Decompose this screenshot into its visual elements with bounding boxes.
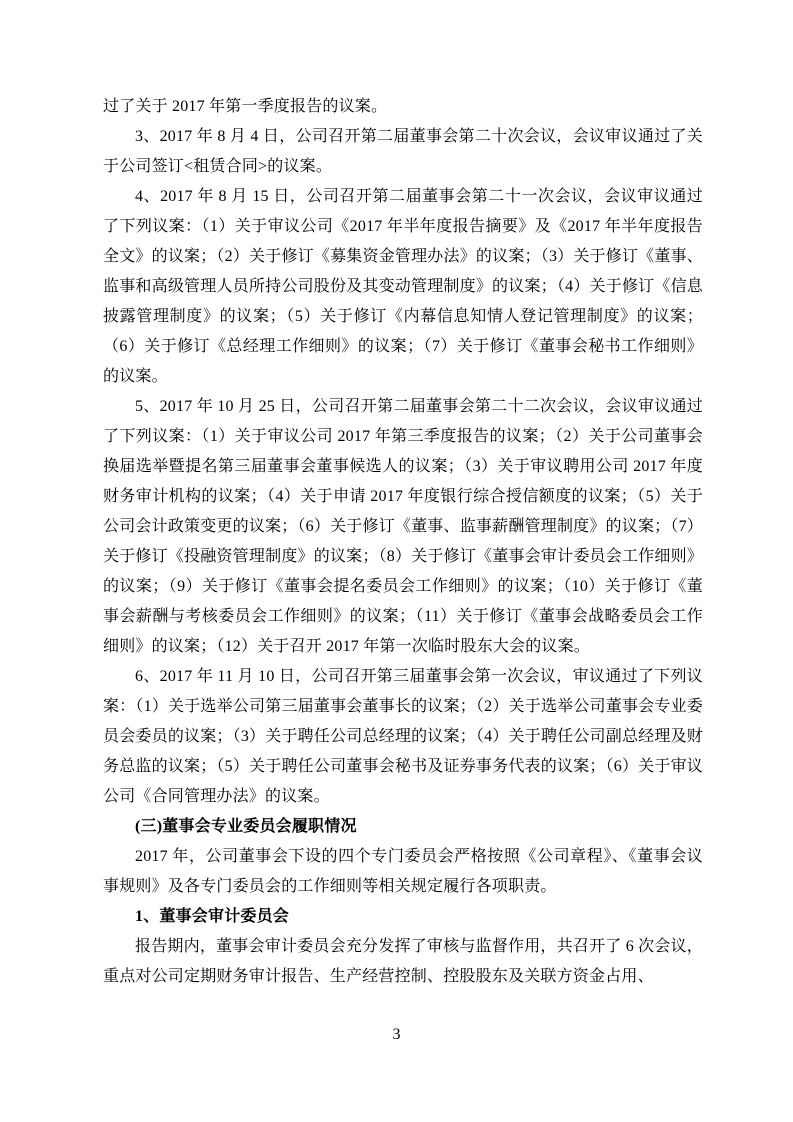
paragraph: 3、2017 年 8 月 4 日，公司召开第二届董事会第二十次会议，会议审议通过了关于公司签订<租赁合同>的议案。 bbox=[103, 128, 703, 175]
paragraph: 2017 年，公司董事会下设的四个专门委员会严格按照《公司章程》、《董事会议事规则》及各专门委员会的工作细则等相关规定履行各项职责。 bbox=[103, 848, 703, 895]
page-body-text bbox=[103, 92, 703, 992]
paragraph: 4、2017 年 8 月 15 日，公司召开第二届董事会第二十一次会议，会议审议通过了下列议案：（1）关于审议公司《2017 年半年度报告摘要》及《2017 年半年度报告全文》的议案；（2）关于修订《募集资金管理办法》的议案；（3）关于修订《董事、监事和高级管理人员所持公司股份及其变动管理制度》的议案；（4）关于修订《信息披露管理制度》的议案；（5）关于修订《内幕信息知情人登记管理制度》的议案；（6）关于修订《总经理工作细则》的议案；（7）关于修订《董事会秘书工作细则》的议案。 bbox=[103, 188, 703, 385]
page-number: 3 bbox=[392, 1026, 401, 1043]
paragraph: 报告期内，董事会审计委员会充分发挥了审核与监督作用，共召开了 6 次会议，重点对公司定期财务审计报告、生产经营控制、控股股东及关联方资金占用、 bbox=[103, 938, 703, 985]
paragraph: 6、2017 年 11 月 10 日，公司召开第三届董事会第一次会议，审议通过了下列议案：（1）关于选举公司第三届董事会董事长的议案；（2）关于选举公司董事会专业委员会委员的议案；（3）关于聘任公司总经理的议案；（4）关于聘任公司副总经理及财务总监的议案；（5）关于聘任公司董事会秘书及证券事务代表的议案；（6）关于审议公司《合同管理办法》的议案。 bbox=[103, 668, 703, 805]
section-heading: (三)董事会专业委员会履职情况 bbox=[135, 818, 357, 835]
subsection-heading: 1、董事会审计委员会 bbox=[135, 908, 290, 925]
paragraph: 过了关于 2017 年第一季度报告的议案。 bbox=[103, 98, 388, 115]
paragraph: 5、2017 年 10 月 25 日，公司召开第二届董事会第二十二次会议，会议审议通过了下列议案：（1）关于审议公司 2017 年第三季度报告的议案；（2）关于公司董事会换届选举暨提名第三届董事会董事候选人的议案；（3）关于审议聘用公司 2017 年度财务审计机构的议案；（4）关于申请 2017 年度银行综合授信额度的议案；（5）关于公司会计政策变更的议案；（6）关于修订《董事、监事薪酬管理制度》的议案；（7）关于修订《投融资管理制度》的议案；（8）关于修订《董事会审计委员会工作细则》的议案；（9）关于修订《董事会提名委员会工作细则》的议案；（10）关于修订《董事会薪酬与考核委员会工作细则》的议案；（11）关于修订《董事会战略委员会工作细则》的议案；（12）关于召开 2017 年第一次临时股东大会的议案。 bbox=[103, 398, 703, 655]
